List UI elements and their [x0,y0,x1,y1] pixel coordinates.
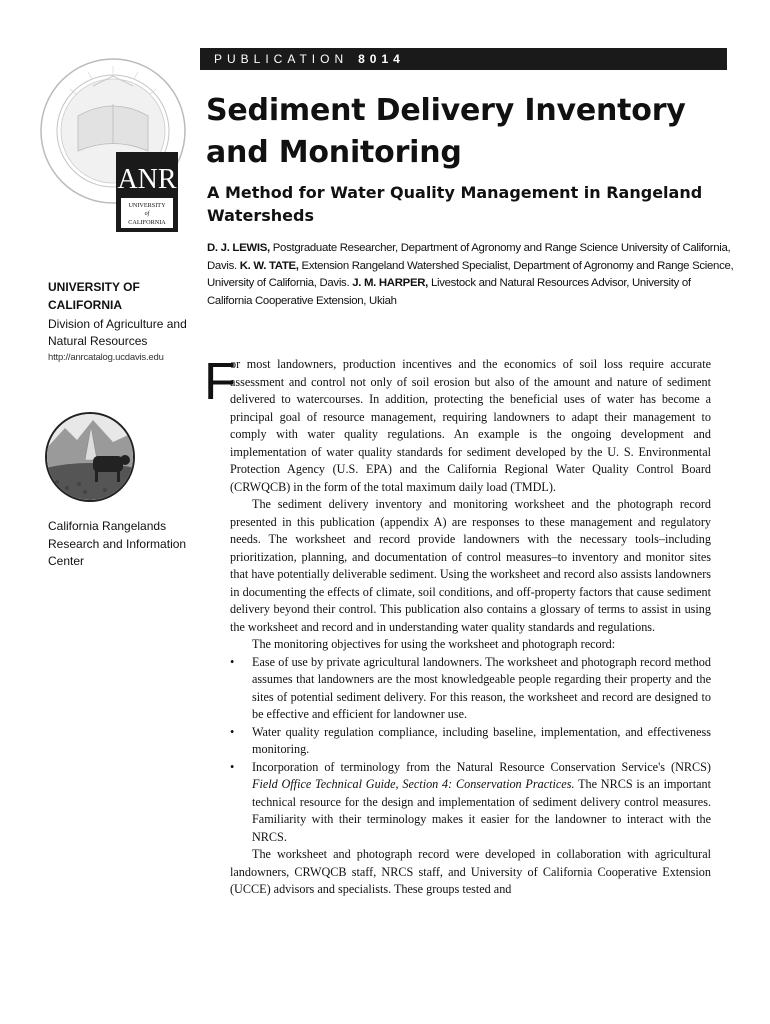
page-title: Sediment Delivery Inventory and Monitoring [206,93,686,170]
author-affiliation-tate: Extension Rangeland Watershed Specialist, Department of Agronomy and Range Science, University of California, Davis. [207,259,734,289]
sidebar-division: Division of Agriculture and Natural Resources [48,317,187,348]
author-name-harper: J. M. HARPER, [352,277,429,289]
sidebar-university-name: UNIVERSITY OF CALIFORNIA [48,280,140,312]
publication-bar [200,48,727,70]
author-name-lewis: D. J. LEWIS, [207,242,270,254]
author-name-tate: K. W. TATE, [239,259,299,272]
anr-letters: ANR [117,164,177,195]
list-item [230,759,711,847]
list-item: • Ease of use by private agricultural landowners. The worksheet and photograph record method assumes that landowners are the most knowledgeable people regarding their property and the sites of potential sediment delivery. For this reason, the worksheet and record are designed to be effective and efficient for landowner use. [230,654,711,724]
author-affiliation-lewis: Postgraduate Researcher, Department of Agronomy and Range Science University of California, Davis. [207,242,731,272]
drop-cap: F [204,353,236,411]
anr-sub-university: UNIVERSITY [128,202,166,209]
paragraph-worksheet: The sediment delivery inventory and monitoring worksheet and the photograph record presented in this publication (appendix A) are responses to these management and regulatory needs. The worksheet and record provide landowners with the necessary tools–including prioritization, planning, and documentation of control measures–to inventory and monitor sites that have potentially deliverable sediment. Using the worksheet and record also assists landowners in documenting the effects of climate, soil conditions, and off-property factors that cause sediment delivery beyond their control. This publication also contains a glossary of terms to assist in using the worksheet and record and in understanding water quality standards and regulations. [230,497,711,634]
bullet3-pre: Incorporation of terminology from the Natural Resource Conservation Service's (NRCS) [252,759,711,774]
rangelands-center-logo [45,410,135,504]
page-subtitle: A Method for Water Quality Management in Rangeland Watersheds [207,183,703,225]
anr-sub-of: of [144,211,150,217]
paragraph-collaboration: The worksheet and photograph record were developed in collaboration with agricultural landowners, CRWQCB staff, NRCS staff, and University of California Cooperative Extension (UCCE) advisors and specialists. These groups tested and [230,847,711,896]
sidebar-url-link[interactable]: http://anrcatalog.ucdavis.edu [48,352,164,363]
publication-label: PUBLICATION [214,52,349,66]
author-list [207,240,737,310]
bullet3-post: The NRCS is an important technical resource for the design and implementation of sediment delivery control measures. Familiarity with their terminology makes it easier for the landowner to interact with the NRCS. [252,777,711,844]
anr-sub-california: CALIFORNIA [128,219,166,226]
list-item: • Water quality regulation compliance, including baseline, implementation, and effectiveness monitoring. [230,724,711,759]
author-affiliation-harper: Livestock and Natural Resources Advisor, University of California Cooperative Extension, Ukiah [207,277,691,307]
objectives-list [230,654,711,847]
anr-logo [116,152,178,232]
bullet3-italic-title: Field Office Technical Guide, Section 4: Conservation Practices. [252,777,575,791]
sidebar-center-name: California Rangelands Research and Information Center [48,519,187,568]
paragraph-intro [204,353,711,496]
publication-number: 8014 [358,52,405,66]
paragraph-objectives: The monitoring objectives for using the worksheet and photograph record: [252,637,616,651]
paragraph-intro-text: or most landowners, production incentives and the economics of soil loss require accurate assessment and control not only of soil erosion but also of the amount and nature of sediment delivered to watercourses. In addition, protecting the beneficial uses of water has become a principal goal of resource management, requiring landowners to adapt their management to comply with water quality regulations. An example is the ongoing development and implementation of water quality standards for sediment developed by the U. S. Environmental Protection Agency (U.S. EPA) and the California Regional Water Quality Control Board (CRWQCB) in the form of the total maximum daily load (TMDL). [230,357,711,494]
article-body [204,353,711,899]
